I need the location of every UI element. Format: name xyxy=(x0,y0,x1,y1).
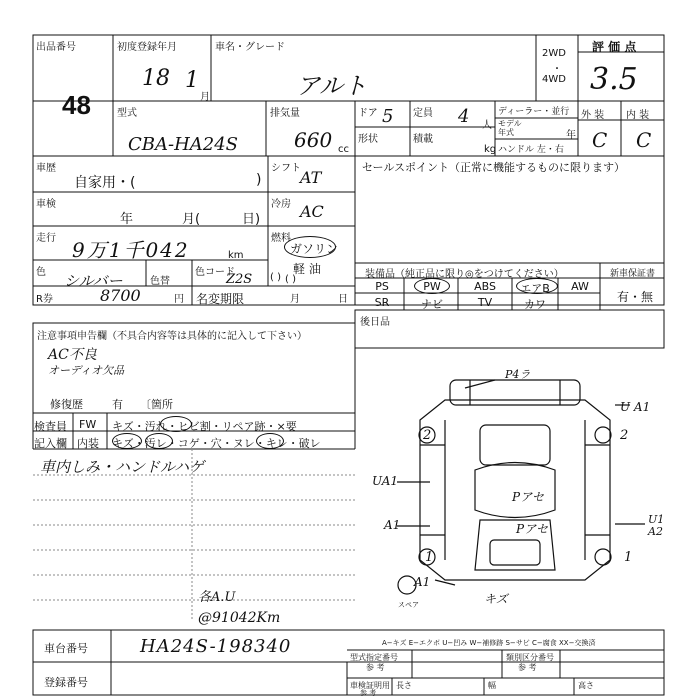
color-value: シルバー xyxy=(64,272,123,290)
car-name-label: 車名・グレード xyxy=(215,42,285,53)
color-code-label: 色コード xyxy=(195,267,235,278)
score-value: 3.5 xyxy=(590,62,638,97)
option-ps: PS xyxy=(375,280,389,293)
interior-grade: C xyxy=(636,128,652,152)
fuel-paren: ( ) xyxy=(285,274,296,285)
diagram-legend: A−キズ E−エクボ U−凹み W−補修跡 S−サビ C−腐食 XX−交換済 xyxy=(382,639,596,647)
interior-scratch-circle-mark xyxy=(112,433,142,449)
first-registration-label: 初度登録年月 xyxy=(117,42,177,53)
interior-label: 内 装 xyxy=(626,110,650,121)
certificate-label: 車検証明用 xyxy=(350,681,390,690)
option-airbag: エアB xyxy=(520,282,550,295)
interior-wet-circle-mark xyxy=(256,433,284,449)
repair-history-value: 有 xyxy=(112,398,123,411)
diag-kizu: キズ xyxy=(484,592,508,606)
displacement: 660 xyxy=(294,128,333,152)
dealer-label: ディーラー・並行 xyxy=(498,107,570,117)
drive-4wd: 4WD xyxy=(542,74,566,85)
diag-u1a2-right: U1 A2 xyxy=(648,513,665,538)
inspection-month: 月( xyxy=(182,212,201,227)
chassis-number-label: 車台番号 xyxy=(44,642,88,655)
diag-spare: スペア xyxy=(398,601,419,609)
inspector-label: 検査員 xyxy=(34,420,67,433)
fw-defect-items: キズ・汚れ・ヒビ割・リペア跡・×要 xyxy=(112,420,297,433)
option-leather: カワ xyxy=(524,298,546,311)
name-change-label: 名変期限 xyxy=(196,292,245,306)
interior-row-label: 内装 xyxy=(77,437,99,450)
shape-label: 形状 xyxy=(358,134,378,145)
car-name: アルト xyxy=(296,72,368,100)
kg-unit: kg xyxy=(484,144,497,155)
notes-label: 注意事項申告欄（不具合内容等は具体的に記入して下さい） xyxy=(37,331,307,342)
repair-part: 〔箇所 xyxy=(140,398,173,411)
inspection-label: 車検 xyxy=(36,199,56,210)
name-change-month: 月 xyxy=(290,294,300,305)
height-label: 高さ xyxy=(578,681,594,690)
diag-a1-left: A1 xyxy=(384,518,401,532)
capacity: 4 xyxy=(458,106,470,127)
handwritten-interior-note: 車内しみ・ハンドルハゲ xyxy=(40,458,204,476)
chassis-number: HA24S-198340 xyxy=(140,636,292,657)
displacement-label: 排気量 xyxy=(270,108,300,119)
inspection-year: 年 xyxy=(120,212,134,227)
recycle-label: R券 xyxy=(36,294,53,305)
sales-point-label: セールスポイント（正常に機能するものに限ります） xyxy=(362,161,626,174)
fuel-gasoline: ガソリン xyxy=(290,242,339,256)
warranty-label: 新車保証書 xyxy=(610,269,656,279)
shift-value: AT xyxy=(300,168,322,187)
diag-p4ra: P4ラ xyxy=(505,368,531,381)
fuel-circle-mark xyxy=(284,236,339,258)
option-pw: PW xyxy=(423,280,441,293)
recorder-label: 記入欄 xyxy=(34,437,67,450)
diag-pase-2: Pアセ xyxy=(516,522,548,536)
diag-pase-1: Pアセ xyxy=(512,490,544,504)
km-unit: km xyxy=(228,250,244,261)
option-abs: ABS xyxy=(474,280,496,293)
diag-c2-right: 2 xyxy=(620,428,629,443)
retrofit-label: 後日品 xyxy=(360,317,390,328)
exterior-label: 外 装 xyxy=(581,110,605,121)
color-paren: ( ) xyxy=(270,272,281,283)
option-navi: ナビ xyxy=(421,298,443,311)
score-label: 評 価 点 xyxy=(592,40,637,54)
option-sr: SR xyxy=(374,296,390,309)
repair-history-label: 修復歴 xyxy=(50,398,83,411)
door-label: ドア xyxy=(358,108,378,119)
person-unit: 人 xyxy=(482,120,492,131)
model-label: 型式 xyxy=(117,108,137,119)
history-close: ) xyxy=(256,172,262,188)
registration-year: 18 xyxy=(142,66,170,91)
lot-number: 48 xyxy=(62,90,91,120)
fw-label: FW xyxy=(79,418,97,431)
year-unit: 年 xyxy=(566,130,576,141)
option-pw-circle-mark xyxy=(414,278,450,294)
month-unit: 月 xyxy=(200,92,210,103)
option-tv: TV xyxy=(477,296,493,309)
recycle-amount: 8700 xyxy=(100,286,141,305)
interior-defect-items: キズ・汚レ・コゲ・穴・ヌレ・キレ・破レ xyxy=(112,437,321,450)
parts-note: 各A.U xyxy=(198,590,236,605)
color-code: Z2S xyxy=(226,272,253,287)
note-ac-fault: AC不良 xyxy=(48,347,97,363)
odometer-note: @91042Km xyxy=(198,610,281,626)
category-number-label: 類別区分番号 xyxy=(506,653,554,662)
warranty-value: 有・無 xyxy=(617,290,654,304)
fuel-label: 燃料 xyxy=(271,233,291,244)
handle-label: ハンドル 左・右 xyxy=(498,145,564,155)
color-label: 色 xyxy=(36,267,46,278)
ac-label: 冷房 xyxy=(271,199,291,210)
color-change-label: 色替 xyxy=(150,276,170,287)
length-label: 長さ xyxy=(396,681,412,690)
drive-dot: ・ xyxy=(552,64,562,75)
inspection-day: 日) xyxy=(242,212,261,227)
certificate-ref: 参 考 xyxy=(360,689,377,697)
fuel-diesel: 軽 油 xyxy=(293,262,321,276)
diag-a1-bottom: A1 xyxy=(414,575,431,589)
interior-stain-circle-mark xyxy=(145,433,173,449)
category-number-ref: 参 考 xyxy=(518,663,537,672)
diag-c1-right: 1 xyxy=(624,550,633,565)
lot-number-label: 出品番号 xyxy=(36,42,76,53)
history-label: 車歴 xyxy=(36,163,56,174)
mileage-label: 走行 xyxy=(36,233,56,244)
shift-label: シフト xyxy=(271,163,301,174)
name-change-day: 日 xyxy=(338,294,348,305)
registration-month: 1 xyxy=(185,68,199,93)
cc-unit: cc xyxy=(338,144,349,155)
payload-label: 積載 xyxy=(413,134,433,145)
door-count: 5 xyxy=(382,106,394,127)
type-designation-label: 型式指定番号 xyxy=(350,653,398,662)
option-airbag-circle-mark xyxy=(516,278,558,294)
fw-stain-circle-mark xyxy=(160,416,192,432)
width-label: 幅 xyxy=(488,681,496,690)
option-aw: AW xyxy=(571,280,589,293)
exterior-grade: C xyxy=(592,128,608,152)
diag-c1-left: 1 xyxy=(425,550,434,565)
diag-c2-left: 2 xyxy=(423,428,432,443)
ac-value: AC xyxy=(300,202,324,221)
mileage-value: 9万1千042 xyxy=(72,238,190,262)
model-year-label: モデル 年式 xyxy=(498,119,522,137)
capacity-label: 定員 xyxy=(413,108,433,119)
model-code: CBA-HA24S xyxy=(128,134,239,155)
diag-ua1-left: UA1 xyxy=(372,474,399,488)
yen-unit: 円 xyxy=(174,294,184,305)
diag-ua1-top: U A1 xyxy=(620,400,651,414)
history-value: 自家用・( xyxy=(74,175,136,191)
note-audio-missing: オーディオ欠品 xyxy=(48,364,125,377)
equipment-label: 装備品（純正品に限り◎をつけてください） xyxy=(365,269,564,280)
type-designation-ref: 参 考 xyxy=(366,663,385,672)
drive-2wd: 2WD xyxy=(542,48,566,59)
registration-number-label: 登録番号 xyxy=(44,676,88,689)
